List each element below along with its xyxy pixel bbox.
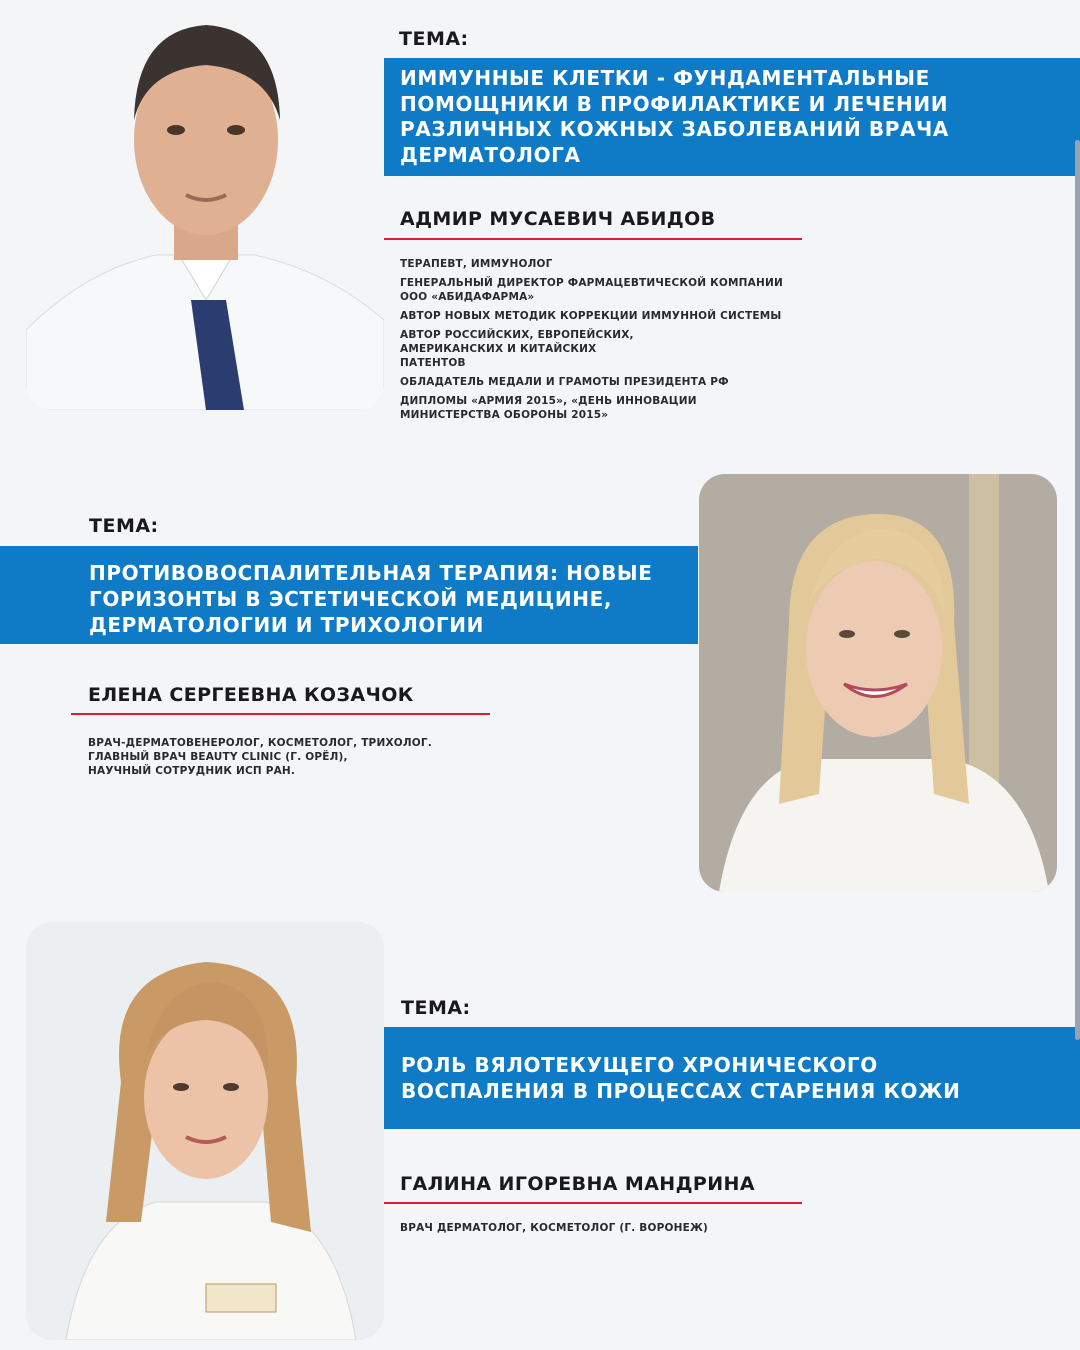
speaker2-photo	[699, 474, 1057, 892]
speaker2-topic-band	[0, 546, 698, 644]
speaker2-bio-item: ГЛАВНЫЙ ВРАЧ BEAUTY CLINIC (Г. ОРЁЛ),	[88, 751, 348, 763]
speaker1-topic-label: ТЕМА:	[399, 28, 469, 50]
speaker3-topic-line: ВОСПАЛЕНИЯ В ПРОЦЕССАХ СТАРЕНИЯ КОЖИ	[401, 1079, 961, 1103]
speaker1-bio-item: АВТОР НОВЫХ МЕТОДИК КОРРЕКЦИИ ИММУННОЙ СИСТЕМЫ	[400, 310, 782, 322]
speaker3-name: ГАЛИНА ИГОРЕВНА МАНДРИНА	[400, 1173, 755, 1195]
speaker1-name-underline	[384, 238, 802, 240]
speaker2-topic-line: ГОРИЗОНТЫ В ЭСТЕТИЧЕСКОЙ МЕДИЦИНЕ,	[89, 587, 613, 611]
speaker3-bio	[400, 1221, 820, 1235]
speaker2-bio-item: НАУЧНЫЙ СОТРУДНИК ИСП РАН.	[88, 765, 296, 777]
speaker1-topic-line: ПОМОЩНИКИ В ПРОФИЛАКТИКЕ И ЛЕЧЕНИИ	[400, 91, 949, 116]
speaker2-topic-label: ТЕМА:	[89, 515, 159, 537]
speaker3-topic-label: ТЕМА:	[401, 997, 471, 1019]
speaker2-bio-item: ВРАЧ-ДЕРМАТОВЕНЕРОЛОГ, КОСМЕТОЛОГ, ТРИХОЛОГ.	[88, 737, 432, 749]
speaker1-name: АДМИР МУСАЕВИЧ АБИДОВ	[400, 208, 716, 230]
speaker2-topic-line: ДЕРМАТОЛОГИИ И ТРИХОЛОГИИ	[89, 613, 484, 637]
speaker2-topic-line: ПРОТИВОВОСПАЛИТЕЛЬНАЯ ТЕРАПИЯ: НОВЫЕ	[89, 561, 653, 585]
speaker1-topic-line: ИММУННЫЕ КЛЕТКИ - ФУНДАМЕНТАЛЬНЫЕ	[400, 66, 930, 90]
speaker1-topic-line: ДЕРМАТОЛОГА	[400, 142, 581, 167]
speaker3-bio-item: ВРАЧ ДЕРМАТОЛОГ, КОСМЕТОЛОГ (Г. ВОРОНЕЖ)	[400, 1222, 709, 1234]
speaker2-name-underline	[71, 713, 490, 715]
speaker1-bio-item: АВТОР РОССИЙСКИХ, ЕВРОПЕЙСКИХ, АМЕРИКАНСКИХ И КИТАЙСКИХ ПАТЕНТОВ	[400, 329, 634, 369]
speaker1-bio-item: ОБЛАДАТЕЛЬ МЕДАЛИ И ГРАМОТЫ ПРЕЗИДЕНТА РФ	[400, 376, 729, 388]
speaker3-topic-band	[384, 1027, 1080, 1129]
speaker1-bio-item: ГЕНЕРАЛЬНЫЙ ДИРЕКТОР ФАРМАЦЕВТИЧЕСКОЙ КОМПАНИИ ООО «АБИДАФАРМА»	[400, 277, 783, 303]
speaker2-bio	[88, 736, 508, 778]
speaker1-bio-item: ДИПЛОМЫ «АРМИЯ 2015», «ДЕНЬ ИННОВАЦИИ МИНИСТЕРСТВА ОБОРОНЫ 2015»	[400, 395, 697, 421]
speaker1-photo	[26, 0, 384, 410]
speaker1-bio-item: ТЕРАПЕВТ, ИММУНОЛОГ	[400, 258, 553, 270]
speaker3-name-underline	[384, 1202, 802, 1204]
scrollbar[interactable]	[1075, 140, 1080, 1040]
speaker2-name: ЕЛЕНА СЕРГЕЕВНА КОЗАЧОК	[88, 684, 414, 706]
speaker1-bio	[400, 257, 800, 427]
speaker1-topic-band	[384, 58, 1080, 176]
speaker1-topic-line: РАЗЛИЧНЫХ КОЖНЫХ ЗАБОЛЕВАНИЙ ВРАЧА	[400, 117, 949, 141]
speaker3-topic-line: РОЛЬ ВЯЛОТЕКУЩЕГО ХРОНИЧЕСКОГО	[401, 1053, 878, 1077]
speaker3-photo	[26, 922, 384, 1340]
